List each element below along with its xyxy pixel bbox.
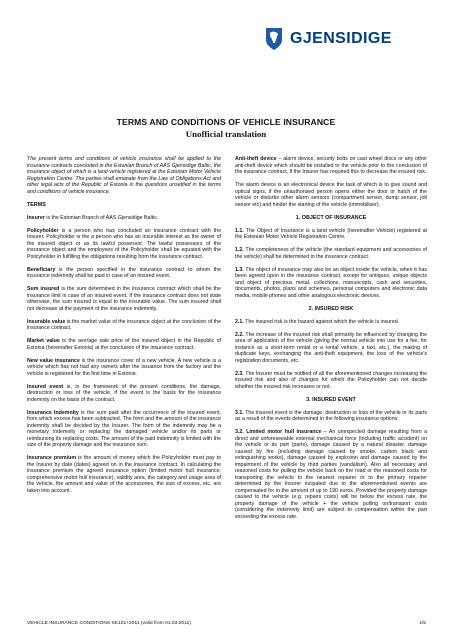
- left-column: [27, 156, 221, 501]
- definition-insurer: Insurer is the Estonian Branch of AAS Gjensidige Baltic.: [27, 214, 159, 221]
- right-column: [235, 156, 427, 527]
- definition-market-value: Market value is the average sale price of the insured object in the Republic of Estonia (hereinafter Estonia) at the conclusion of the insurance contract.: [27, 338, 221, 351]
- definition-insurable-value: Insurable value is the market value of the insurance object at the conclusion of the insurance contract.: [27, 318, 221, 331]
- definition-insured-event: Insured event is, in the framework of the present conditions, the damage, destruction or loss of the vehicle, if the event is the basis for the insurance indemnity on the basis of the contract.: [27, 383, 221, 403]
- section-3-heading: 3. INSURED EVENT: [306, 396, 356, 403]
- document-subtitle: Unofficial translation: [185, 129, 267, 139]
- clause-1-1: 1.1. The Object of Insurance is a land vehicle (hereinafter Vehicle) registered at the Estonian Motor Vehicle Registration Centre.: [235, 227, 427, 240]
- definition-insurance-premium: Insurance premium is the amount of money which the Policyholder must pay to the Insurer by date (dates) agreed on in the insurance contract. In calculating the insurance premium the agreed insurance option (limited motor hull insurance, comprehensive motor hull insurance), validity area, the category and usage area of the vehicle, the amount and value of the accessories, the size of excess, etc. are taken into account.: [27, 455, 221, 494]
- clause-3-2: 3.2. Limited motor hull insurance – An unexpected damage resulting from a direct and unforeseeable external mechanical force (including traffic accident) on the vehicle or its part (parts), damage caused by a natural disaster, damage caused by fire (including damage caused by smoke, carbon black and extinguishing works), damage caused by explosion and damage caused by the impairment of the vehicle by third parties (vandalism). Also all necessary and reasoned costs for pulling the vehicle back on the road or the reasoned costs for transporting the vehicle to the nearest repairer or to the primary repairer determined by the Insurer incipated due to the aforementioned events are compensated for in the amount of up to 190 euros. Provided the property damage caused to the vehicle (e.g. repairs costs) will be below the excess rate, the property damage of the vehicle + the vehicle pulling on/transport costs (considering the indemnity limit) are subject to compensation within the part exceeding the excess rate.: [235, 429, 427, 520]
- company-logo: [264, 26, 392, 52]
- clause-1-2: 1.2. The completeness of the vehicle (the standard equipment and accessories of the vehicle) shall be determined in the insurance contract.: [235, 247, 427, 260]
- clause-3-1: 3.1. The insured event is the damage, destruction or loss of the vehicle or its parts as a result of the events determined in the following insurance options:: [235, 409, 427, 422]
- intro-paragraph: The present terms and conditions of vehicle insurance shall be applied to the insurance contracts concluded in the Estonian Branch of AAS Gjensidige Baltic, the insurance object of which is a land vehicle registered at the Estonian Motor Vehicle Registration Centre. The parties shall emanate from the Law of Obligations Act and other legal acts of the Republic of Estonia in the questions unsettled in the terms and conditions of vehicle insurance.: [27, 156, 221, 195]
- alarm-device-paragraph: The alarm device is an electronical device the task of which is to give sound and optical signs, if the unauthorised person opens either the door or hatch of the vehicle or disturbs other alarm sensors (compartment sensor, dump sensor, jolt sensor etc) and hinder the starting of the vehicle (immobiliser).: [235, 182, 427, 208]
- definition-beneficiary: Beneficiary is the person specified in the insurance contract to whom the insurance indemnity shall be paid in case of an insured event.: [27, 266, 221, 279]
- definition-insurance-indemnity: Insurance Indemnity is the sum paid after the occurrence of the insured event, from which excess has been subtracted. The form and the amount of the insurance indemnity shall be decided by the Insurer. The form of the indemnity may be a monetary indemnity or replacing the damaged vehicle and/or its parts or reimbursing its replacing costs. The amount of the paid indemnity is limited with the size of the property damage and the insurance sum.: [27, 409, 221, 448]
- clause-2-2: 2.2. The increase of the insured risk shall primarily be influenced by changing the area of application of the vehicle (giving the normal vehicle into use for a fee, for instance as a short-term rental or a rental vehicle, a taxi, etc.), the making of duplicate keys, exchanging the anti-theft equipment, the loss of the vehicle's registration documents, etc.: [235, 331, 427, 364]
- definition-sum-insured: Sum insured is the sum determined in the insurance contract which shall be the insurance limit in case of an insured event. If the insurance contract does not state otherwise, the sum insured is equal to the insurable value. The sum insured shall not decrease at the payment of the insurance indemnity.: [27, 286, 221, 312]
- lion-shield-icon: [264, 26, 284, 52]
- footer-document-id: VEHICLE INSURANCE CONDITIONS SK101+2011 (valid from 01.03.2011): [27, 621, 191, 626]
- section-1-heading: 1. OBJECT OF INSURANCE: [295, 214, 367, 221]
- clause-1-3: 1.3. The object of insurance may also be an object inside the vehicle, when it has been agreed upon in the insurance contract, except for antiques, unique objects and object of precious metal, collections, manuscripts, cash and securities, documents, photos, plans and schemes, personal computers and electronic data media, mobile phones and other analogous electronic devices.: [235, 266, 427, 299]
- page-footer: [27, 621, 426, 626]
- page-number: 1/5: [419, 621, 426, 626]
- clause-2-1: 2.1. The insured risk is the hazard against which the vehicle is insured.: [235, 318, 400, 325]
- definition-policyholder: Policyholder is a person who has concluded an insurance contract with the Insurer. Policyholder is the a person who has an insurable interest as the owner of the insured object or as its lawful possessor. The lawful possessors of the insurance object and the employees of the Policyholder shall be equated with the Policyholder in fulfilling the obligations resulting from the insurance contract.: [27, 227, 221, 260]
- definition-new-value-insurance: New value insurance is the insurance cover of a new vehicle. A new vehicle is a vehicle which has not had any owners after the issuance from the factory and the vehicle is registered for the first time in Estonia.: [27, 357, 221, 377]
- document-title: TERMS AND CONDITIONS OF VEHICLE INSURANCE: [116, 117, 336, 127]
- clause-2-3: 2.3. The Insurer must be notified of all the aforementioned changes increasing the insured risk and also of changes for which the Policyholder can not decide whether the insured risk increases or not.: [235, 370, 427, 390]
- logo-text: GJENSIDIGE: [290, 30, 392, 47]
- section-2-heading: 2. INSURED RISK: [308, 305, 354, 312]
- definition-anti-theft-device: Anti-theft device – alarm device, security bolts on cast wheel discs or any other anti-theft device which should be installed to the vehicle prior to the conclusion of the insurance contract, if the Insurer has required this to decrease the insured risk.: [235, 156, 428, 175]
- terms-heading: TERMS: [27, 201, 46, 208]
